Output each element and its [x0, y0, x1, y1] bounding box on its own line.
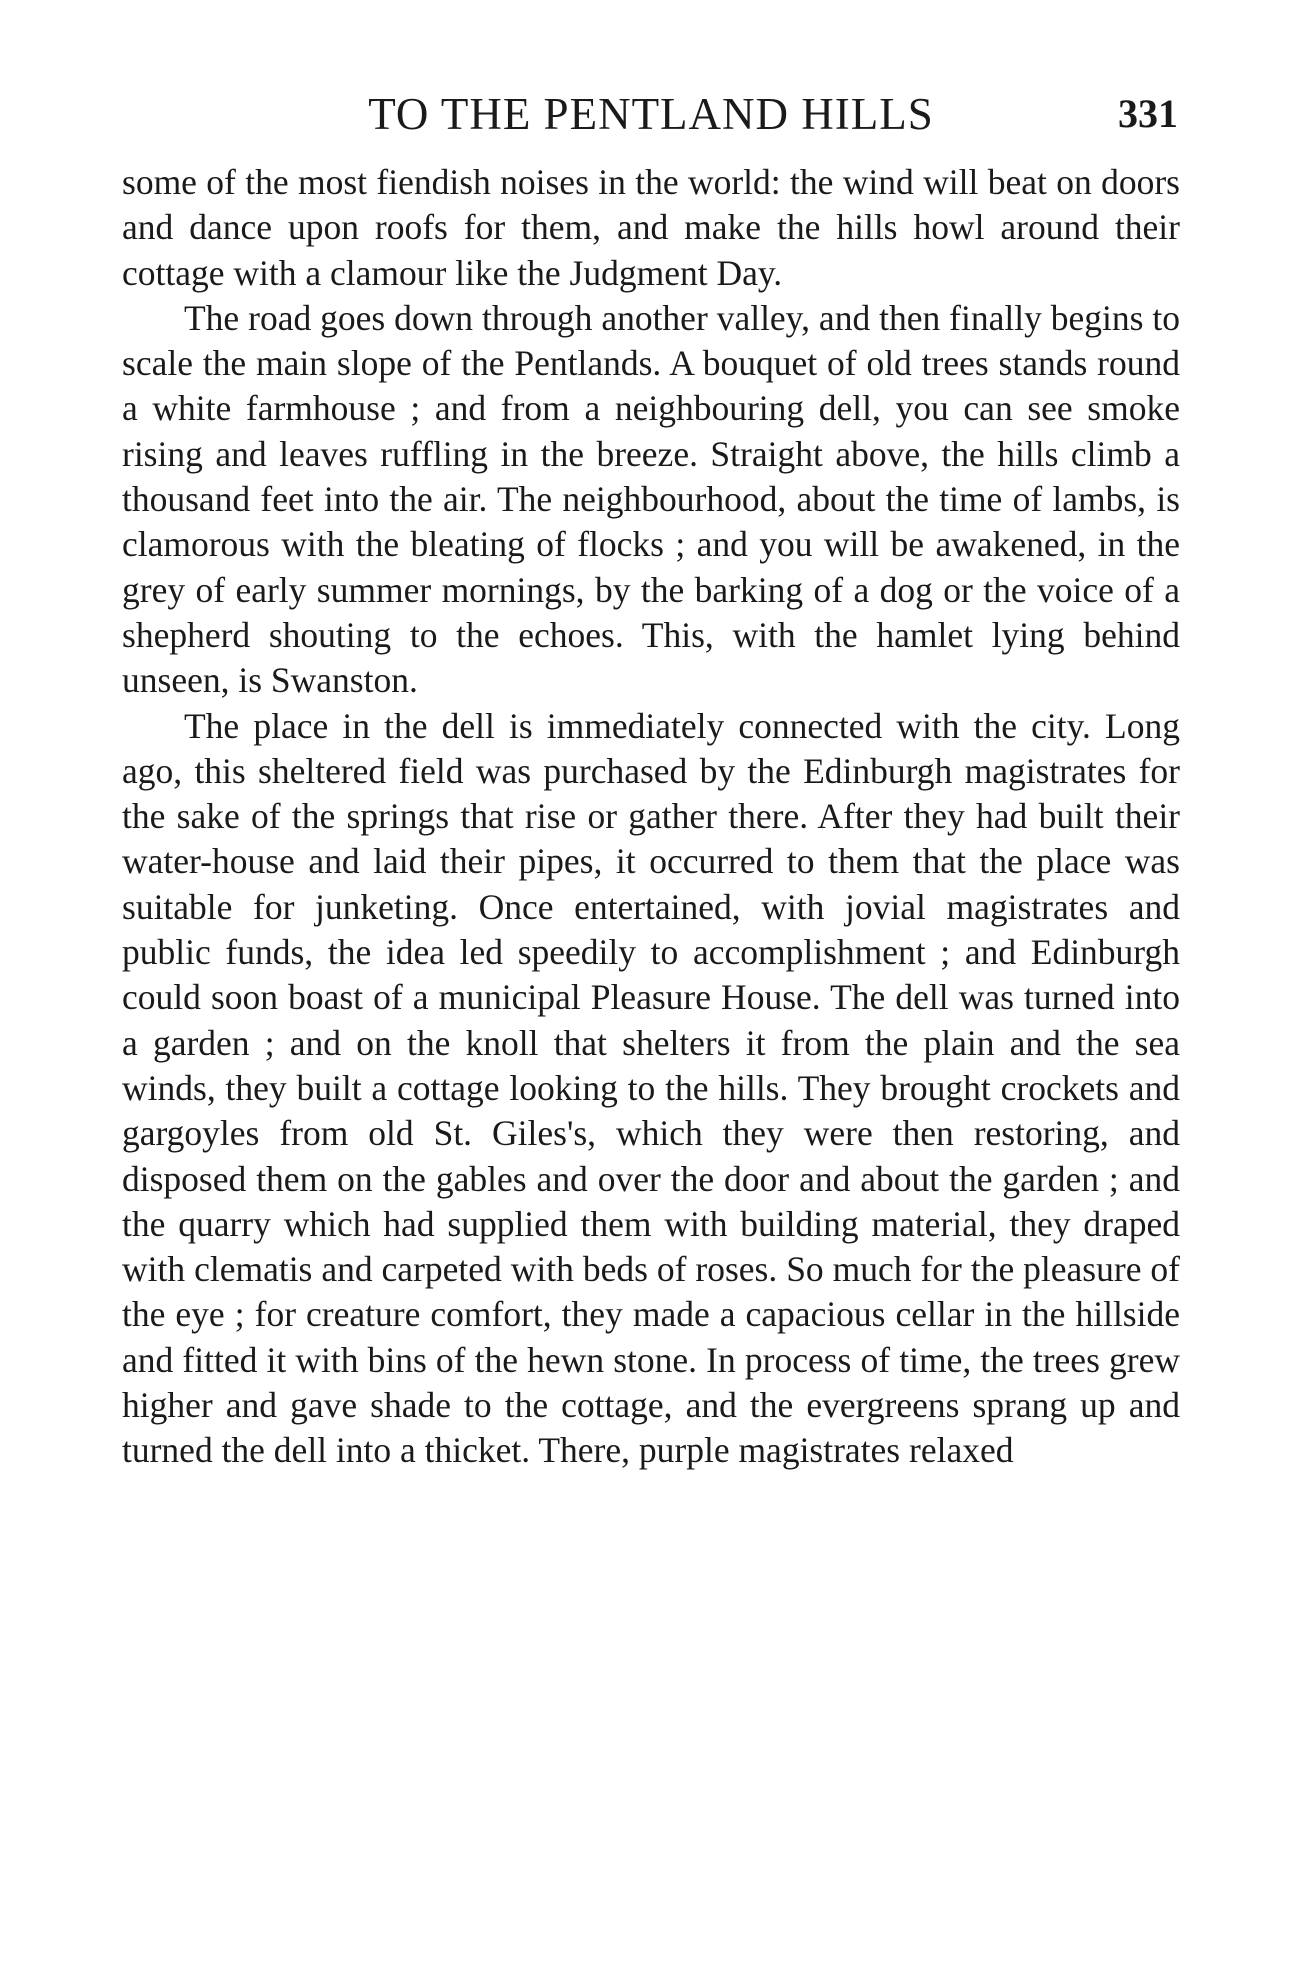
running-title: TO THE PENTLAND HILLS	[368, 89, 934, 139]
paragraph-continued: some of the most fiendish noises in the world: the wind will beat on doors and dance upon roofs for them, and make the hills howl around their cottage with a clamour like the Judgment Day.	[122, 162, 1180, 293]
page-number: 331	[1118, 91, 1178, 136]
paragraph-pleasure-house: The place in the dell is immediately connected with the city. Long ago, this sheltered field was purchased by the Edinburgh magistrates for the sake of the springs that rise or gather there. After they had built their water-house and laid their pipes, it occurred to them that the place was suitable for junketing. Once entertained, with jovial magistrates and public funds, the idea led speedily to accomplishment ; and Edinburgh could soon boast of a municipal Pleasure House. The dell was turned into a garden ; and on the knoll that shelters it from the plain and the sea winds, they built a cottage looking to the hills. They brought crockets and gargoyles from old St. Giles's, which they were then restoring, and disposed them on the gables and over the door and about the garden ; and the quarry which had supplied them with building material, they draped with clematis and carpeted with beds of roses. So much for the pleasure of the eye ; for creature comfort, they made a capacious cellar in the hillside and fitted it with bins of the hewn stone. In process of time, the trees grew higher and gave shade to the cottage, and the evergreens sprang up and turned the dell into a thicket. There, purple magistrates relaxed	[122, 705, 1180, 1471]
paragraph-road-to-swanston: The road goes down through another valley, and then finally begins to scale the main slope of the Pentlands. A bouquet of old trees stands round a white farmhouse ; and from a neighbouring dell, you can see smoke rising and leaves ruffling in the breeze. Straight above, the hills climb a thousand feet into the air. The neighbourhood, about the time of lambs, is clamorous with the bleating of flocks ; and you will be awakened, in the grey of early summer mornings, by the barking of a dog or the voice of a shepherd shouting to the echoes. This, with the hamlet lying behind unseen, is Swanston.	[122, 297, 1180, 701]
running-head	[120, 84, 1182, 144]
text-body	[122, 160, 1180, 1474]
